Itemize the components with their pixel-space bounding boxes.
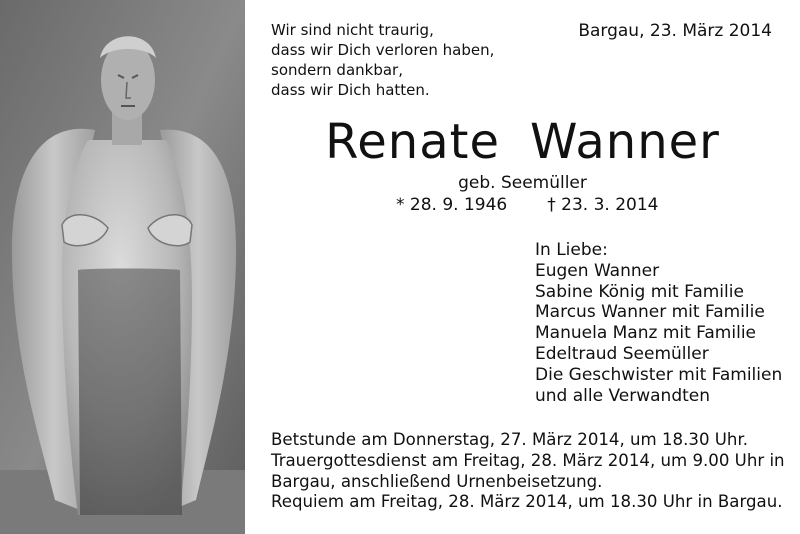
mourner-line: Die Geschwister mit Familien bbox=[535, 364, 783, 385]
service-info bbox=[271, 430, 785, 513]
service-line: Trauergottesdienst am Freitag, 28. März 2014, um 9.00 Uhr in bbox=[271, 450, 785, 470]
life-dates bbox=[396, 194, 658, 216]
mourner-line: und alle Verwandten bbox=[535, 385, 711, 406]
poem-line: Wir sind nicht traurig, bbox=[271, 21, 434, 39]
mourner-line: Marcus Wanner mit Familie bbox=[535, 302, 765, 323]
angel-figurine-photo bbox=[0, 0, 245, 534]
death-date: † 23. 3. 2014 bbox=[547, 195, 659, 215]
place-date: Bargau, 23. März 2014 bbox=[578, 21, 772, 41]
deceased-name bbox=[245, 112, 800, 172]
service-line: Requiem am Freitag, 28. März 2014, um 18.30 Uhr in Bargau. bbox=[271, 492, 783, 512]
mourners-list bbox=[535, 240, 782, 406]
mourner-line: In Liebe: bbox=[535, 240, 608, 260]
service-line: Betstunde am Donnerstag, 27. März 2014, um 18.30 Uhr. bbox=[271, 430, 749, 449]
poem-line: dass wir Dich hatten. bbox=[271, 81, 430, 99]
poem bbox=[271, 20, 494, 100]
mourner-line: Eugen Wanner bbox=[535, 260, 660, 281]
first-name: Renate bbox=[325, 114, 500, 170]
mourner-line: Manuela Manz mit Familie bbox=[535, 323, 756, 344]
poem-line: sondern dankbar, bbox=[271, 61, 403, 79]
mourner-line: Sabine König mit Familie bbox=[535, 281, 744, 302]
maiden-name: geb. Seemüller bbox=[458, 173, 587, 193]
last-name: Wanner bbox=[530, 114, 720, 170]
mourner-line: Edeltraud Seemüller bbox=[535, 343, 709, 364]
birth-date: * 28. 9. 1946 bbox=[396, 195, 508, 215]
poem-line: dass wir Dich verloren haben, bbox=[271, 41, 495, 59]
service-line: Bargau, anschließend Urnenbeisetzung. bbox=[271, 471, 603, 491]
